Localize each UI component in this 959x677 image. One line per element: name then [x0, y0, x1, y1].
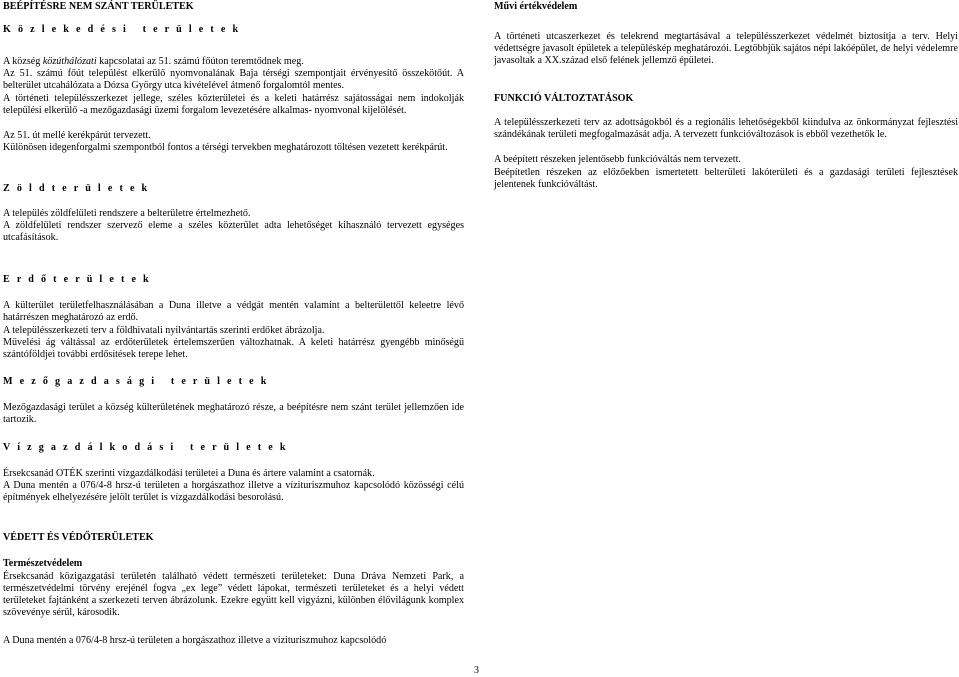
text-fragment: kapcsolatai az 51. számú főúton teremtődnek meg. [96, 56, 304, 67]
paragraph-water-otek: Érsekcsanád OTÉK szerinti vízgazdálkodási területei a Duna és ártere valamint a csatornák. [3, 468, 375, 479]
paragraph-unbuilt-parts: Beépítetlen részeken az előzőekben ismertetett belterületi lakóterületi és a gazdasági területi fejlesztések jelentenek funkcióváltást. [494, 167, 958, 190]
paragraph-built-heritage: A történeti utcaszerkezet és telekrend megtartásával a településszerkezet védelmét biztosítja a terv. Helyi védettségre javasolt épületek a településkép meghatározói. Legtöbbjük sajátos népi lakóépület, de helyi védelemre javasoltak a XX.század első felének jellemző épületei. [494, 31, 958, 66]
paragraph-nature-protection: Érsekcsanád közigazgatási területén található védett természeti területeket: Duna Dráva Nemzeti Park, a természetvédelmi törvény erejénél fogva „ex lege” védett lápokat, természeti területeket és a helyi védett területeket fajtánként a szerkezeti terven ábrázolunk. Ezekre együtt kell vigyázni, különben élővilágunk komplex szövevénye sérül, károsodik. [3, 571, 464, 618]
paragraph-forest-change: Művelési ág váltással az erdőterületek értelemszerűen változhatnak. A keleti határrész gyengébb minőségű szántóföldjei további erdősítések terepe lehet. [3, 337, 464, 360]
section-title-non-buildable-areas: BEÉPÍTÉSRE NEM SZÁNT TERÜLETEK [3, 1, 194, 12]
page-number: 3 [474, 665, 479, 676]
paragraph-water-fishing: A Duna mentén a 076/4-8 hrsz-ú területen a horgászathoz illetve a vízituriszmuhoz kapcsolódó közösségi célú építmények elhelyezésére jelölt terület is vízgazdálkodási besorolású. [3, 480, 464, 503]
section-title-function-changes: FUNKCIÓ VÁLTOZTATÁSOK [494, 93, 634, 104]
italic-term: közúthálózati [42, 56, 97, 67]
paragraph-bike-path: Az 51. út mellé kerékpárút tervezett. [3, 130, 151, 141]
subsection-title-green-areas: Z ö l d t e r ü l e t e k [3, 183, 150, 194]
subsection-title-agricultural-areas: M e z ő g a z d a s á g i t e r ü l e t e k [3, 376, 269, 387]
paragraph-green-system: A település zöldfelületi rendszere a belterületre értelmezhető. [3, 208, 251, 219]
paragraph-built-parts: A beépített részeken jelentősebb funkcióváltás nem tervezett. [494, 154, 741, 165]
section-title-protected-areas: VÉDETT ÉS VÉDŐTERÜLETEK [3, 532, 154, 543]
section-title-built-heritage: Művi értékvédelem [494, 1, 578, 12]
paragraph-agriculture: Mezőgazdasági terület a község külterületének meghatározó része, a beépítésre nem szánt terület jellemzően ide tartozik. [3, 402, 464, 425]
paragraph-forest-use: A külterület területfelhasználásában a Duna illetve a védgát mentén valamint a belterülettől keleetre lévő határrészen meghatározó az erdő. [3, 300, 464, 323]
paragraph-tourism-bike-path: Különösen idegenforgalmi szempontból fontos a térségi tervekben meghatározott töltésen vezetett kerékpárút. [3, 142, 448, 153]
paragraph-historic-structure: A történeti településszerkezet jellege, széles közterületei és a keleti határrész sajátosságai nem indokolják települési elkerülő -a mezőgazdasági üzemi forgalom levezetésére alkalmas- nyomvonal kijelölését. [3, 93, 464, 116]
paragraph-green-element: A zöldfelületi rendszer szervező eleme a széles közterület adta lehetőséget kihasználó tervezett egységes utcafásítások. [3, 220, 464, 243]
paragraph-road-network [3, 56, 464, 68]
paragraph-function-plan: A településszerkezeti terv az adottságokból és a regionális lehetőségekből kiindulva az önkormányzat fejlesztési szándékának területi megfogalmazását adja. A tervezett funkcióváltozások is ebből vezethetők le. [494, 117, 958, 140]
subsection-title-water-areas: V í z g a z d á l k o d á s i t e r ü l e t e k [3, 442, 288, 453]
subsection-title-nature-protection: Természetvédelem [3, 558, 83, 569]
paragraph-forest-registry: A településszerkezeti terv a földhivatali nyilvántartás szerinti erdőket ábrázolja. [3, 325, 325, 336]
paragraph-danube-fishing: A Duna mentén a 076/4-8 hrsz-ú területen a horgászathoz illetve a vízituriszmuhoz kapcsolódó [3, 635, 387, 646]
subsection-title-transport: K ö z l e k e d é s i t e r ü l e t e k [3, 24, 241, 35]
paragraph-bypass: Az 51. számú főút települést elkerülő nyomvonalának Baja térségi szempontjait érvényesítő összekötőút. A belterület utcahálózata a Dózsa György utca kivételével átmenő forgalomtól mentes. [3, 68, 464, 91]
text-fragment: A község [3, 56, 43, 67]
subsection-title-forest-areas: E r d ő t e r ü l e t e k [3, 274, 151, 285]
